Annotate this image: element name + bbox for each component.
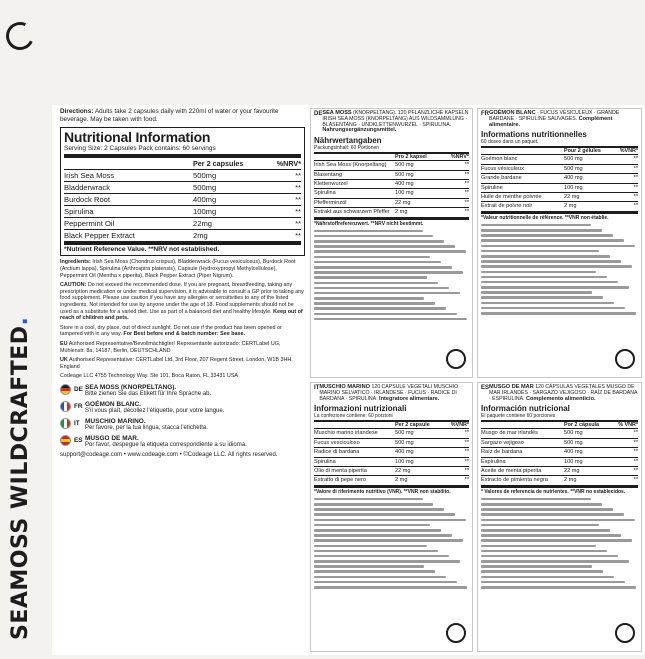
panel-table-header: Pour 2 gélules %VNR* (481, 148, 638, 155)
panel-table-row: Spiruline 100 mg ** (481, 184, 638, 193)
uk-representative: UK Authorised Representative: CERTLabel Ltd, 3rd Floor, 207 Regent Street, London, W1B 3HH, England (60, 357, 293, 370)
panel-table-row: Spirulina 100 mg ** (314, 189, 469, 198)
panel-table-row: Aceite de menta piperita 22 mg ** (481, 467, 638, 476)
left-strip (0, 0, 50, 659)
distributor: Codeage LLC 4755 Technology Way. Ste 101, Boca Raton, FL 33431 USA (60, 373, 239, 380)
panel-table-row: Klettenwurzel 400 mg ** (314, 180, 469, 189)
panel-table-row: Huile de menthe poivrée 22 mg ** (481, 193, 638, 202)
recycle-icon (615, 623, 635, 643)
serving-size: Serving Size: 2 Capsules Pack contains: 60 servings (64, 145, 301, 158)
language-item: ES MUSGO DE MAR. Por favor, despegue la etiqueta correspondiente a su idioma. (60, 435, 305, 449)
panel-es (477, 382, 642, 652)
nutrition-row: Irish Sea Moss 500mg ** (64, 171, 301, 181)
recycle-icon (446, 623, 466, 643)
panel-table-row: Pfefferminzöl 22 mg ** (314, 199, 469, 208)
panel-table-header: Por 2 cápsula % VNR* (481, 422, 638, 429)
panel-table-row: Grande bardane 400 mg ** (481, 174, 638, 183)
flag-icon (60, 435, 71, 446)
brand-logo-icon (2, 18, 38, 54)
panel-footnote: *Valore di riferimento nutritivo (VNR). **VNR non stabilito. (314, 486, 469, 495)
nutrition-row: Black Pepper Extract 2mg ** (64, 231, 301, 241)
nutrition-row: Bladderwrack 500mg ** (64, 183, 301, 193)
panel-header: DE SEA MOSS (KNORPELTANG). 120 PFLANZLICHE KAPSELN IRISH SEA MOSS (KNORPELTANG) AUS WILDSAMMLUNG · BLASENTANG · UNDKLETTENWURZEL · SPIRULINA. Nahrungsergänzungsmittel. (314, 110, 469, 134)
panel-serving: La confezione contiene: 60 porzioni (314, 413, 469, 422)
flag-icon (60, 401, 71, 412)
panel-it (310, 382, 473, 652)
panel-table-header: Per 2 capsule %VNR* (314, 422, 469, 429)
storage: Store in a cool, dry place, out of direct sunlight. Do not use if the product has been opened or tampered with in any way. For Best before end & batch number: See base. (60, 324, 282, 338)
panel-table-row: Radice di bardana 400 mg ** (314, 448, 469, 457)
panel-table-row: Spirulina 100 mg ** (314, 458, 469, 467)
recycle-icon (615, 349, 635, 369)
panel-table-title: Información nutricional (481, 404, 570, 414)
panel-serving: Packungsinhalt: 60 Portionen (314, 145, 469, 154)
panel-header: FR GOÉMON BLANC · FUCUS VÉSICULEUX · GRANDE BARDANE · SPIRULINE SAUVAGES. Complément alimentaire. (481, 110, 620, 128)
panel-fine-print (481, 224, 638, 315)
panel-footnote: *Valeur nutritionnelle de référence. **VNR non établie. (481, 212, 638, 221)
nutrition-title: Nutritional Information (64, 129, 211, 146)
panel-table-title: Informazioni nutrizionali (314, 404, 407, 414)
flag-icon (60, 418, 71, 429)
panel-table-row: Olio di menta piperita 22 mg ** (314, 467, 469, 476)
caution: CAUTION: Do not exceed the recommended dose. If you are pregnant, breastfeeding, taking any prescription medication or under medical supervision, it is advisable to consult a GP prior to taking any food supplement. Please use caution if you have any allergies or sensitivities to any of the listed ingredients. Not intended for use by anyone under the age of 18. Food supplements should not be used as a substitute for a varied diet. Use as part of a balanced diet and healthy lifestyle. Keep out of reach of children and pets. (60, 282, 304, 322)
panel-table-row: Extrakt aus schwarzem Pfeffer 2 mg ** (314, 208, 469, 217)
panel-table-row: Sargazo vejigoso 500 mg ** (481, 439, 638, 448)
panel-header: ES MUSGO DE MAR 120 CÁPSULAS VEGETALES MUSGO DE MAR IRLANDÉS · SARGAZO VEJIGOSO · RAÍZ DE BARDANA · ESPIRULINA. Complemento alimenticio. (481, 384, 638, 402)
panel-table-row: Extrait de poivre noir 2 mg ** (481, 202, 638, 211)
directions: Directions: Adults take 2 capsules daily with 220ml of water or your favourite beverage. May be taken with food. (60, 108, 279, 124)
panel-table-row: Estratto di pepe nero 2 mg ** (314, 476, 469, 485)
eu-representative: EU Authorised Representative/Bevollmächtigter/ Representante autorizado: CERTLabel UG, Mühlenstr. 8a, 14187, Berlin, DEUTSCHLAND (60, 340, 281, 354)
nutrition-footnote: *Nutrient Reference Value. **NRV not established. (64, 242, 301, 253)
nutrition-header: Per 2 capsules %NRV* (64, 158, 301, 170)
panel-footnote: *Nährstoffreferenzwert. **NRV nicht bestimmt. (314, 218, 469, 227)
panel-fine-print (314, 230, 469, 321)
panel-table-row: Fucus vesciculoso 500 mg ** (314, 439, 469, 448)
panel-fine-print (481, 498, 638, 589)
panel-table-row: Extracto de pimienta negra 2 mg ** (481, 476, 638, 485)
panel-table-row: Blasentang 500 mg ** (314, 171, 469, 180)
label-sheet (52, 105, 645, 655)
panel-table-row: Musgo de mar irlandés 500 mg ** (481, 429, 638, 438)
nutrition-row: Burdock Root 400mg ** (64, 195, 301, 205)
panel-fine-print (314, 498, 469, 589)
panel-serving: 60 doses dans un paquet. (481, 139, 638, 148)
ingredients: Ingredients: Irish Sea Moss (Chondrus crispus), Bladderwrack (Fucus vesiculosus), Burdock Root (Arctium lappa), Spirulina (Arthrospira platensis), Capsule (Hydroxypropyl Methylcellulose), Peppermint Oil (Mentha x piperita), Black Pepper Extract (Piper Nigrum). (60, 259, 296, 279)
panel-table-row: Raíz de bardana 400 mg ** (481, 448, 638, 457)
nutrition-row: Spirulina 100mg ** (64, 207, 301, 217)
panel-de (310, 108, 473, 378)
language-item: FR GOÉMON BLANC. S'il vous plaît, décollez l'étiquette, pour votre langue. (60, 401, 305, 415)
language-item: IT MUSCHIO MARINO. Per favore, per la tua lingua, stacca l'etichetta. (60, 418, 305, 432)
support-line: support@codeage.com • www.codeage.com • ©Codeage LLC. All rights reserved. (60, 451, 278, 458)
nutrition-row: Peppermint Oil 22mg ** (64, 219, 301, 229)
flag-icon (60, 384, 71, 395)
panel-table-row: Espirulina 100 mg ** (481, 458, 638, 467)
language-item: DE SEA MOSS (KNORPELTANG). Bitte ziehen Sie das Etikett für Ihre Sprache ab. (60, 384, 305, 398)
panel-fr (477, 108, 642, 378)
nutrition-table (60, 127, 305, 256)
recycle-icon (446, 349, 466, 369)
brand-vertical-title: SEAMOSS WILDCRAFTED. (8, 316, 33, 640)
panel-table-row: Fucus vésiculeux 500 mg ** (481, 165, 638, 174)
english-column (60, 108, 305, 458)
panel-footnote: * Valores de referencia de nutrientes. **VNR no establecidos. (481, 486, 638, 495)
panel-serving: El paquete contiene 60 porciones (481, 413, 638, 422)
panel-table-title: Informations nutritionnelles (481, 130, 587, 140)
panel-header: IT MUSCHIO MARINO 120 CAPSULE VEGETALI MUSCHIO MARINO SELVATICO · IRLANDESE · FUCUS · RADICE DI BARDANA · SPIRULINA. Integratore alimentare. (314, 384, 459, 402)
panel-table-row: Irish Sea Moss (Knorpeltang) 500 mg ** (314, 161, 469, 170)
panel-table-title: Nährwertangaben (314, 136, 382, 146)
panel-table-row: Goémon blanc 500 mg ** (481, 155, 638, 164)
language-list (60, 384, 305, 449)
panel-table-header: Pro 2 kapsel %NRV* (314, 154, 469, 161)
panel-table-row: Muschio marino irlandese 500 mg ** (314, 429, 469, 438)
